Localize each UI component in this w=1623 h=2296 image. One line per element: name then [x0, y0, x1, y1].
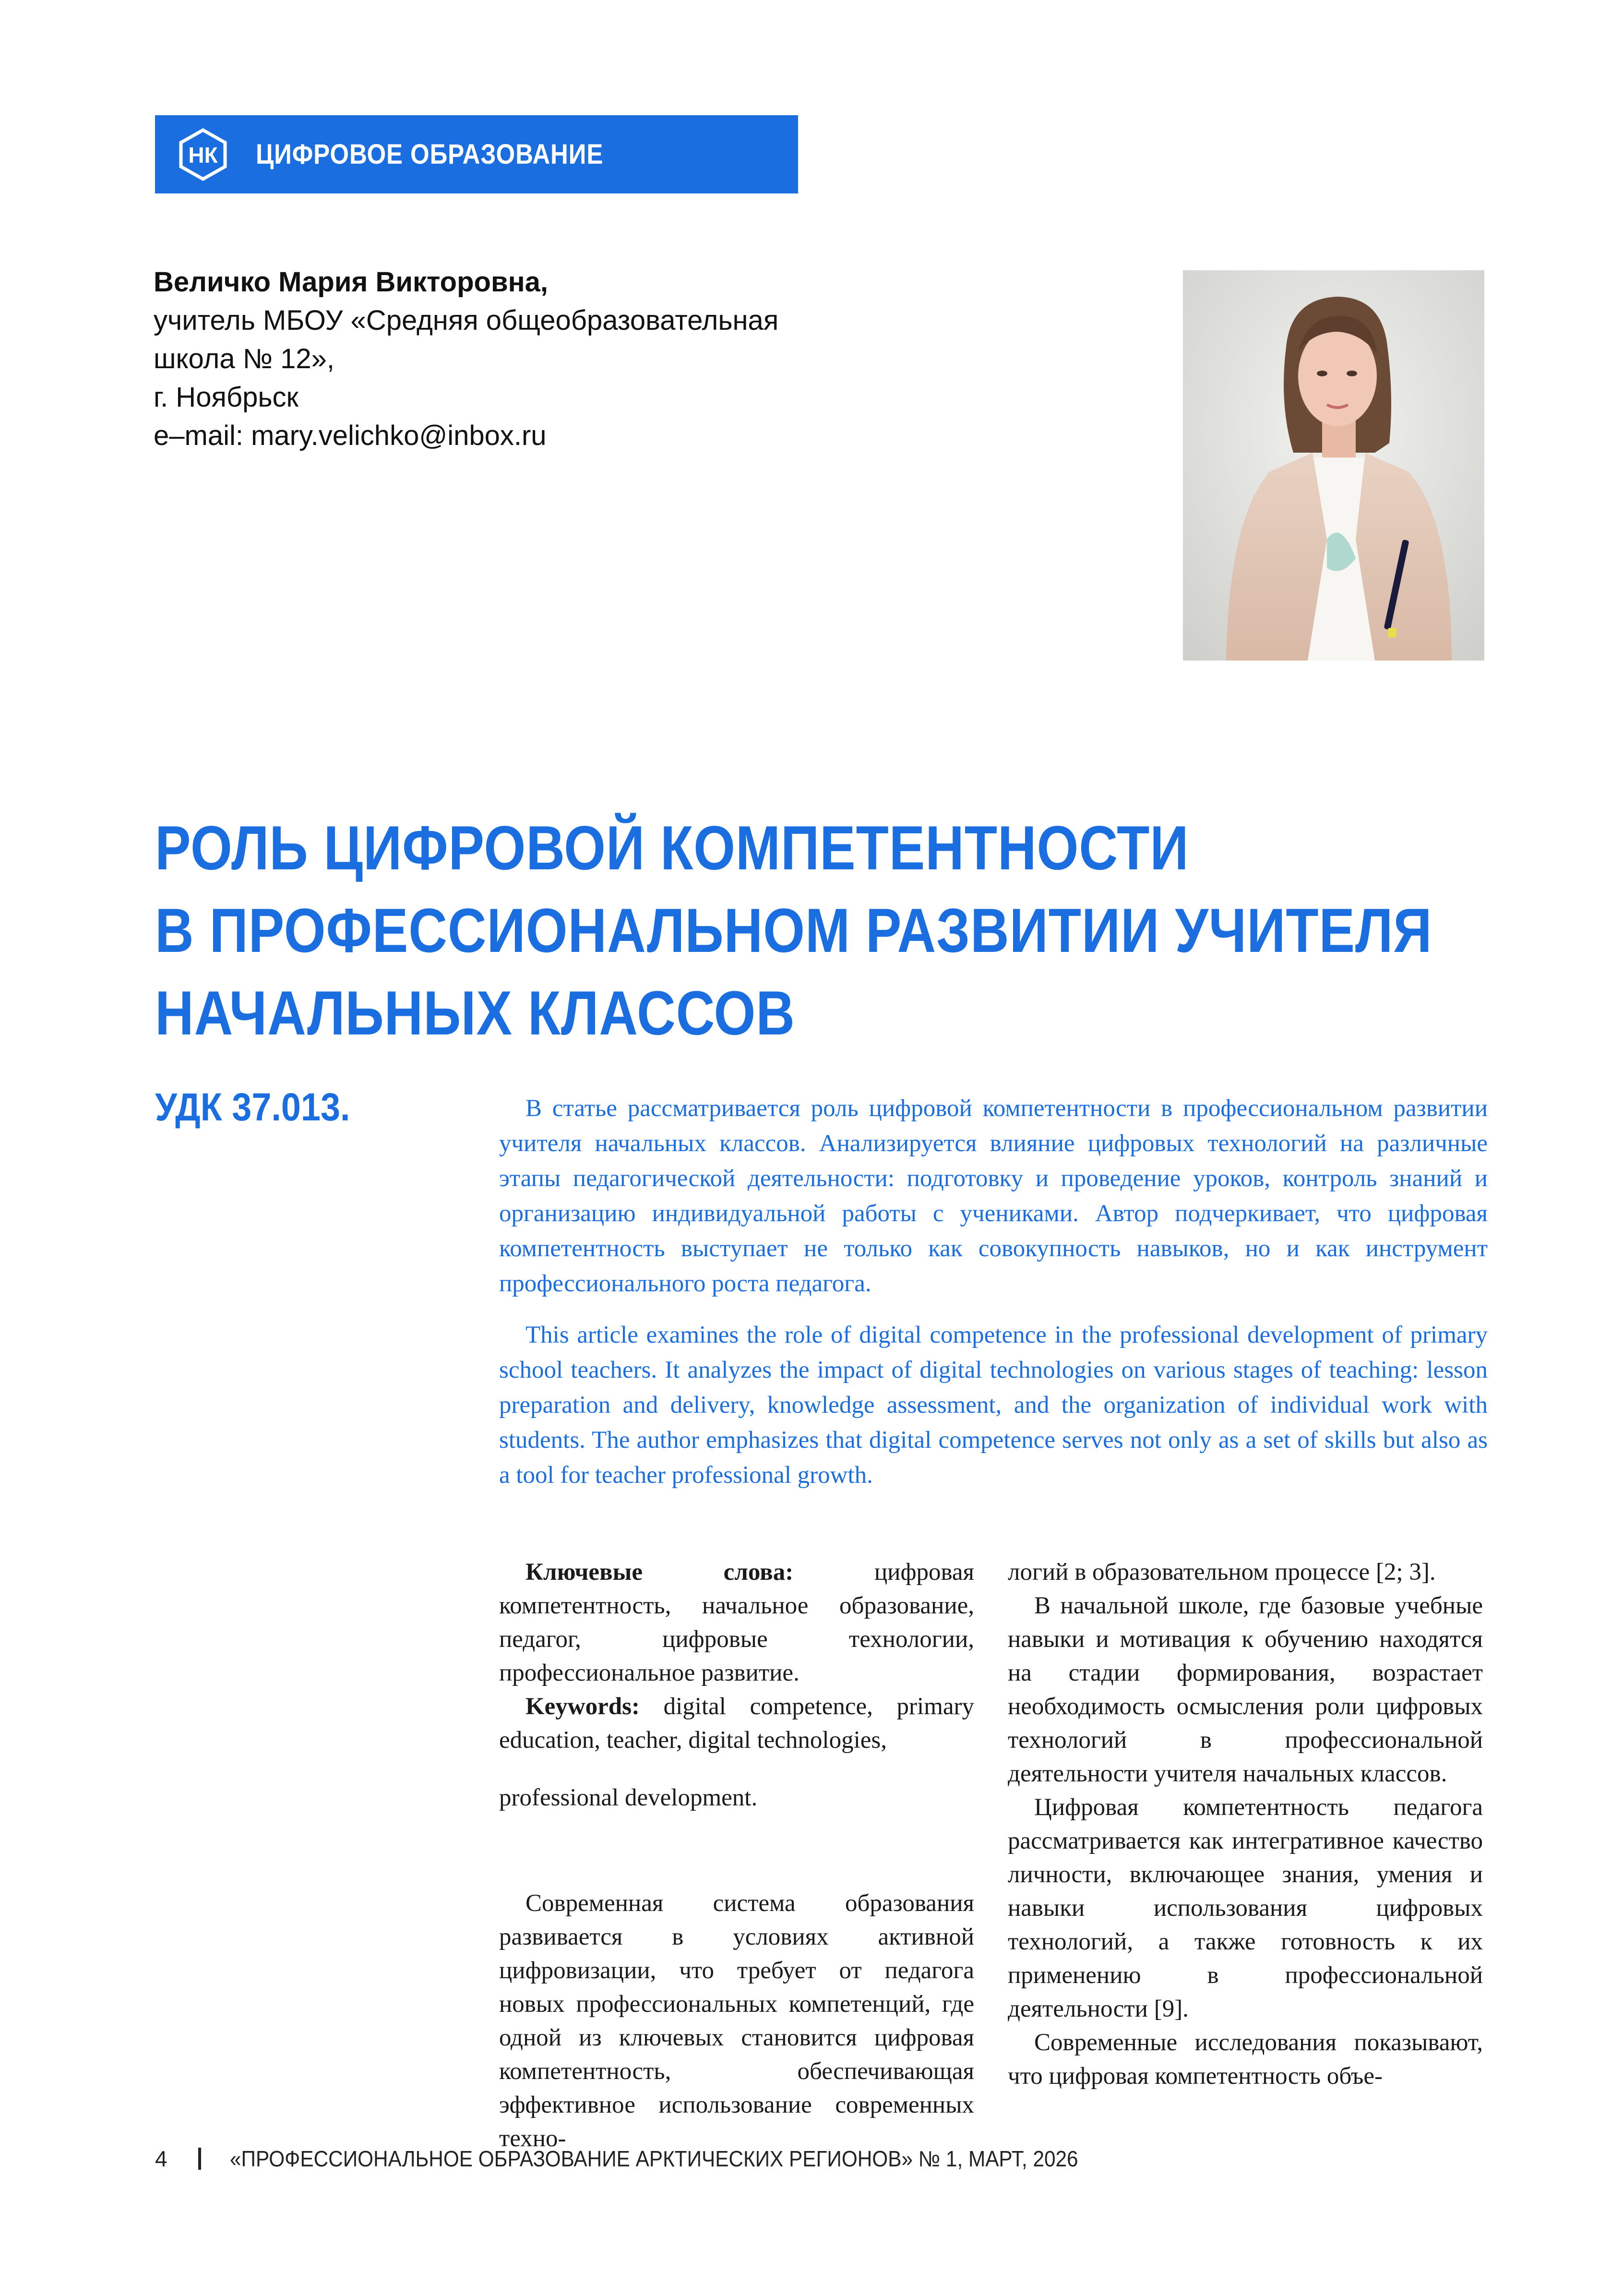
keywords-label: Ключевые слова:: [525, 1559, 794, 1586]
svg-text:НК: НК: [188, 142, 218, 168]
article-title-line: В ПРОФЕССИОНАЛЬНОМ РАЗВИТИИ УЧИТЕЛЯ: [155, 895, 1432, 965]
author-photo: [1183, 270, 1484, 661]
page-footer: [155, 2146, 1152, 2172]
body-paragraph: В начальной школе, где базовые учебные навыки и мотивация к обучению находятся на стадии формирования, возрастает необходимость осмысления роли цифровых технологий в профессиональной деятельности учителя начальных классов.: [1008, 1592, 1483, 1787]
author-city: г. Ноябрьск: [154, 382, 298, 413]
udk-code: УДК 37.013.: [155, 1085, 350, 1129]
journal-logo-icon: [177, 128, 229, 181]
author-info: [154, 263, 825, 455]
keywords-english-tail: professional development.: [499, 1784, 758, 1811]
keywords-russian: [499, 1555, 974, 1690]
keywords-text: цифровая компетентность, начальное образование, педагог, цифровые технологии, профессиональное развитие.: [499, 1559, 974, 1686]
author-position: учитель МБОУ «Средняя общеобразовательная: [154, 305, 779, 336]
author-name: Величко Мария Викторовна,: [154, 266, 548, 298]
section-banner: [155, 115, 798, 193]
abstract-russian: В статье рассматривается роль цифровой компетентности в профессиональном развитии учителя начальных классов. Анализируется влияние цифровых технологий на различные этапы педагогической деятельности: подготовку и проведение уроков, контроль знаний и организацию индивидуальной работы с учениками. Автор подчеркивает, что цифровая компетентность выступает не только как совокупность навыков, но и как инструмент профессионального роста педагога.: [499, 1095, 1488, 1297]
article-title: [155, 806, 1499, 1054]
body-paragraph: Цифровая компетентность педагога рассматривается как интегративное качество личности, включающее знания, умения и навыки использования цифровых технологий, а также готовность к их применению в профессиональной деятельности [9].: [1008, 1794, 1483, 2022]
body-column-left: [499, 1555, 974, 2155]
footer-divider: [198, 2148, 201, 2170]
keywords-label-en: Keywords:: [525, 1693, 640, 1720]
abstract-english: This article examines the role of digital competence in the professional development of primary school teachers. It analyzes the impact of digital technologies on various stages of teaching: lesson preparation and delivery, knowledge assessment, and the organization of individual work with students. The author emphasizes that digital competence serves not only as a set of skills but also as a tool for teacher professional growth.: [499, 1322, 1488, 1489]
body-paragraph: Современные исследования показывают, что цифровая компетентность объе-: [1008, 2029, 1483, 2090]
keywords-text-en: digital competence, primary education, teacher, digital technologies,: [499, 1693, 974, 1754]
author-position-continued: школа № 12»,: [154, 343, 334, 374]
page-number: 4: [155, 2146, 167, 2171]
keywords-english: [499, 1690, 974, 1757]
journal-info: «ПРОФЕССИОНАЛЬНОЕ ОБРАЗОВАНИЕ АРКТИЧЕСКИХ РЕГИОНОВ» № 1, МАРТ, 2026: [230, 2146, 1078, 2171]
article-title-line: НАЧАЛЬНЫХ КЛАССОВ: [155, 978, 795, 1048]
section-title: ЦИФРОВОЕ ОБРАЗОВАНИЕ: [256, 139, 604, 170]
body-paragraph: логий в образовательном процессе [2; 3].: [1008, 1559, 1436, 1586]
body-column-right: [1008, 1555, 1483, 2093]
author-email: e–mail: mary.velichko@inbox.ru: [154, 420, 547, 451]
article-title-line: РОЛЬ ЦИФРОВОЙ КОМПЕТЕНТНОСТИ: [155, 813, 1189, 883]
body-paragraph: Современная система образования развивается в условиях активной цифровизации, что требует от педагога новых профессиональных компетенций, где одной из ключевых становится цифровая компетентность, обеспечивающая эффективное использование современных техно-: [499, 1890, 974, 2152]
